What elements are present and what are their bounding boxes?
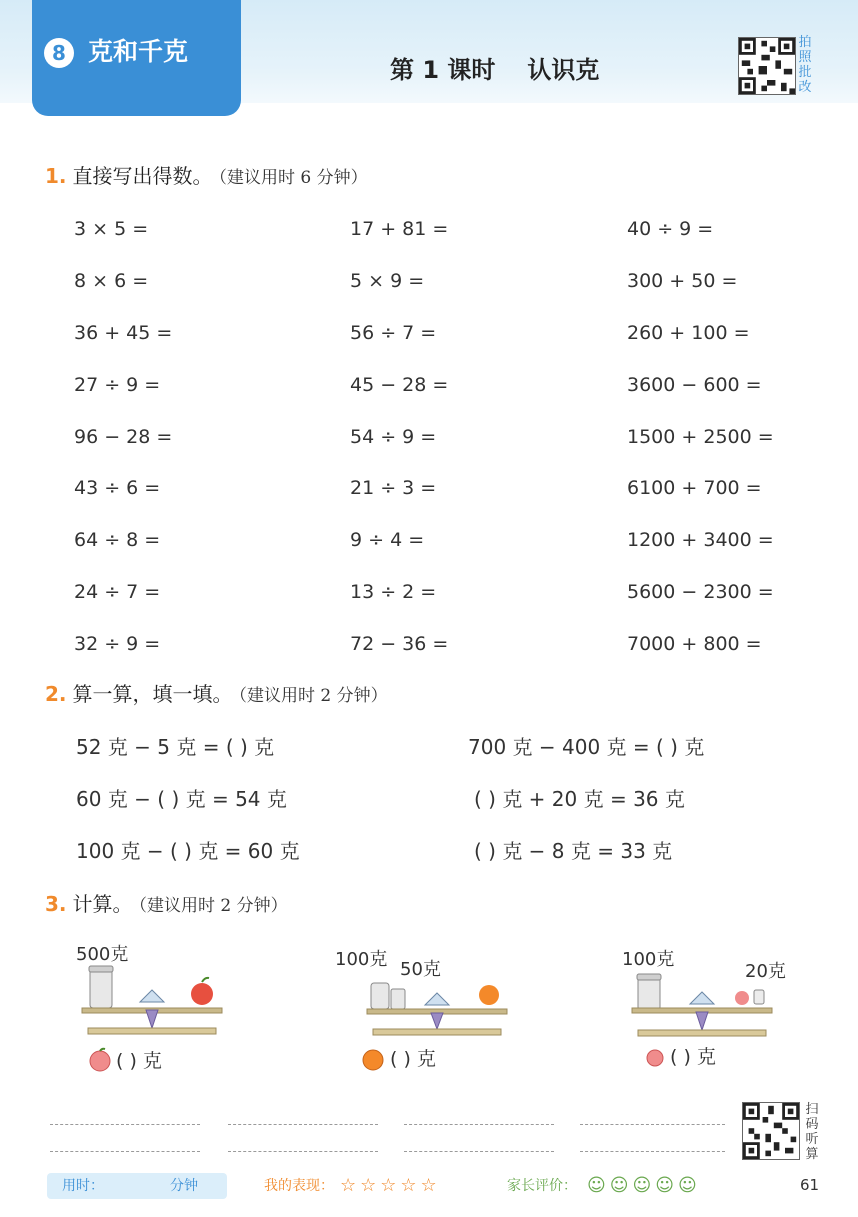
star-rating[interactable]: ☆☆☆☆☆	[340, 1175, 441, 1196]
calc-item: 6100 + 700 =	[627, 477, 762, 500]
section-1-number: 1.	[45, 164, 67, 188]
mental-math-grid	[74, 214, 834, 681]
calc-item: 13 ÷ 2 =	[350, 581, 437, 604]
chapter-title: 克和千克	[88, 37, 189, 66]
answer-line	[580, 1151, 725, 1152]
orange-icon	[360, 1047, 386, 1073]
answer-blank[interactable]: ( ) 克	[390, 1048, 436, 1070]
section-3-instruction: 计算。	[72, 892, 133, 916]
weight-label: 20克	[745, 961, 786, 982]
balance-scale-icon	[630, 968, 780, 1044]
calc-item: 300 + 50 =	[627, 269, 738, 292]
calc-item: 27 ÷ 9 =	[74, 373, 161, 396]
calc-item: 21 ÷ 3 =	[350, 477, 437, 500]
lesson-name: 认识克	[527, 56, 600, 84]
answer-line	[404, 1124, 554, 1125]
weight-label: 500克	[76, 944, 129, 965]
answer-line	[580, 1124, 725, 1125]
section-2-instruction: 算一算，填一填。	[72, 682, 233, 706]
answer-line	[228, 1151, 378, 1152]
calc-item: 56 ÷ 7 =	[350, 321, 437, 344]
fill-blank-item: 700 克 − 400 克 = ( ) 克	[468, 735, 705, 759]
apple-icon	[87, 1047, 113, 1073]
section-2-title	[45, 680, 388, 710]
calc-item: 36 + 45 =	[74, 321, 173, 344]
section-3-hint: （建议用时 2 分钟）	[138, 896, 288, 916]
qr-caption: 拍照批改	[798, 35, 812, 95]
lesson-number: 第 1 课时	[390, 56, 496, 84]
calc-item: 3600 − 600 =	[627, 373, 762, 396]
lesson-title	[390, 52, 599, 88]
section-3-title	[45, 890, 288, 920]
answer-blank[interactable]: ( ) 克	[116, 1050, 162, 1072]
calc-item: 8 × 6 =	[74, 269, 149, 292]
calc-item: 45 − 28 =	[350, 373, 449, 396]
fill-blank-item: ( ) 克 + 20 克 = 36 克	[474, 787, 685, 811]
answer-blank[interactable]: ( ) 克	[670, 1046, 716, 1068]
time-unit: 分钟	[170, 1178, 198, 1194]
balance-scale-icon	[365, 975, 515, 1045]
fill-blank-item: 52 克 − 5 克 = ( ) 克	[76, 735, 275, 759]
fill-blank-item: 60 克 − ( ) 克 = 54 克	[76, 787, 287, 811]
qr-code-icon[interactable]	[738, 37, 796, 95]
page-number: 61	[800, 1176, 820, 1194]
calc-item: 7000 + 800 =	[627, 633, 762, 656]
footer-bar	[0, 1168, 858, 1208]
calc-item: 5 × 9 =	[350, 269, 425, 292]
section-2-number: 2.	[45, 682, 67, 706]
section-2-hint: （建议用时 2 分钟）	[238, 686, 388, 706]
calc-item: 260 + 100 =	[627, 321, 750, 344]
calc-item: 40 ÷ 9 =	[627, 218, 714, 240]
qr-code-icon[interactable]	[742, 1102, 800, 1160]
fill-blank-item: ( ) 克 − 8 克 = 33 克	[474, 839, 673, 863]
smile-rating[interactable]: ☺☺☺☺☺	[587, 1175, 701, 1196]
performance-label: 我的表现：	[264, 1178, 334, 1194]
chapter-number-badge: 8	[44, 38, 74, 68]
weight-label: 100克	[335, 949, 388, 970]
fill-blank-item: 100 克 − ( ) 克 = 60 克	[76, 839, 300, 863]
calc-item: 64 ÷ 8 =	[74, 529, 161, 552]
calc-item: 3 × 5 =	[74, 218, 149, 240]
qr-code-graphic	[743, 1103, 799, 1159]
answer-line	[404, 1151, 554, 1152]
time-label: 用时：	[62, 1178, 104, 1194]
weight-label: 100克	[622, 949, 675, 970]
answer-line	[228, 1124, 378, 1125]
qr-code-graphic	[739, 38, 795, 94]
answer-line	[50, 1124, 200, 1125]
calc-item: 24 ÷ 7 =	[74, 581, 161, 604]
peach-icon	[644, 1046, 666, 1068]
section-1-instruction: 直接写出得数。	[72, 164, 213, 188]
section-3-number: 3.	[45, 892, 67, 916]
calc-item: 1200 + 3400 =	[627, 529, 774, 552]
calc-item: 72 − 36 =	[350, 633, 449, 656]
parent-label: 家长评价：	[507, 1178, 577, 1194]
calc-item: 5600 − 2300 =	[627, 581, 774, 604]
calc-item: 43 ÷ 6 =	[74, 477, 161, 500]
calc-item: 54 ÷ 9 =	[350, 425, 437, 448]
calc-item: 32 ÷ 9 =	[74, 633, 161, 656]
answer-line	[50, 1151, 200, 1152]
balance-scale-icon	[80, 960, 230, 1040]
calc-item: 17 + 81 =	[350, 218, 449, 240]
calc-item: 1500 + 2500 =	[627, 425, 774, 448]
section-1-hint: （建议用时 6 分钟）	[218, 168, 368, 188]
weight-label: 50克	[400, 959, 441, 980]
calc-item: 96 − 28 =	[74, 425, 173, 448]
section-1-title	[45, 162, 368, 192]
listen-caption: 扫码听算	[805, 1102, 819, 1162]
calc-item: 9 ÷ 4 =	[350, 529, 425, 552]
